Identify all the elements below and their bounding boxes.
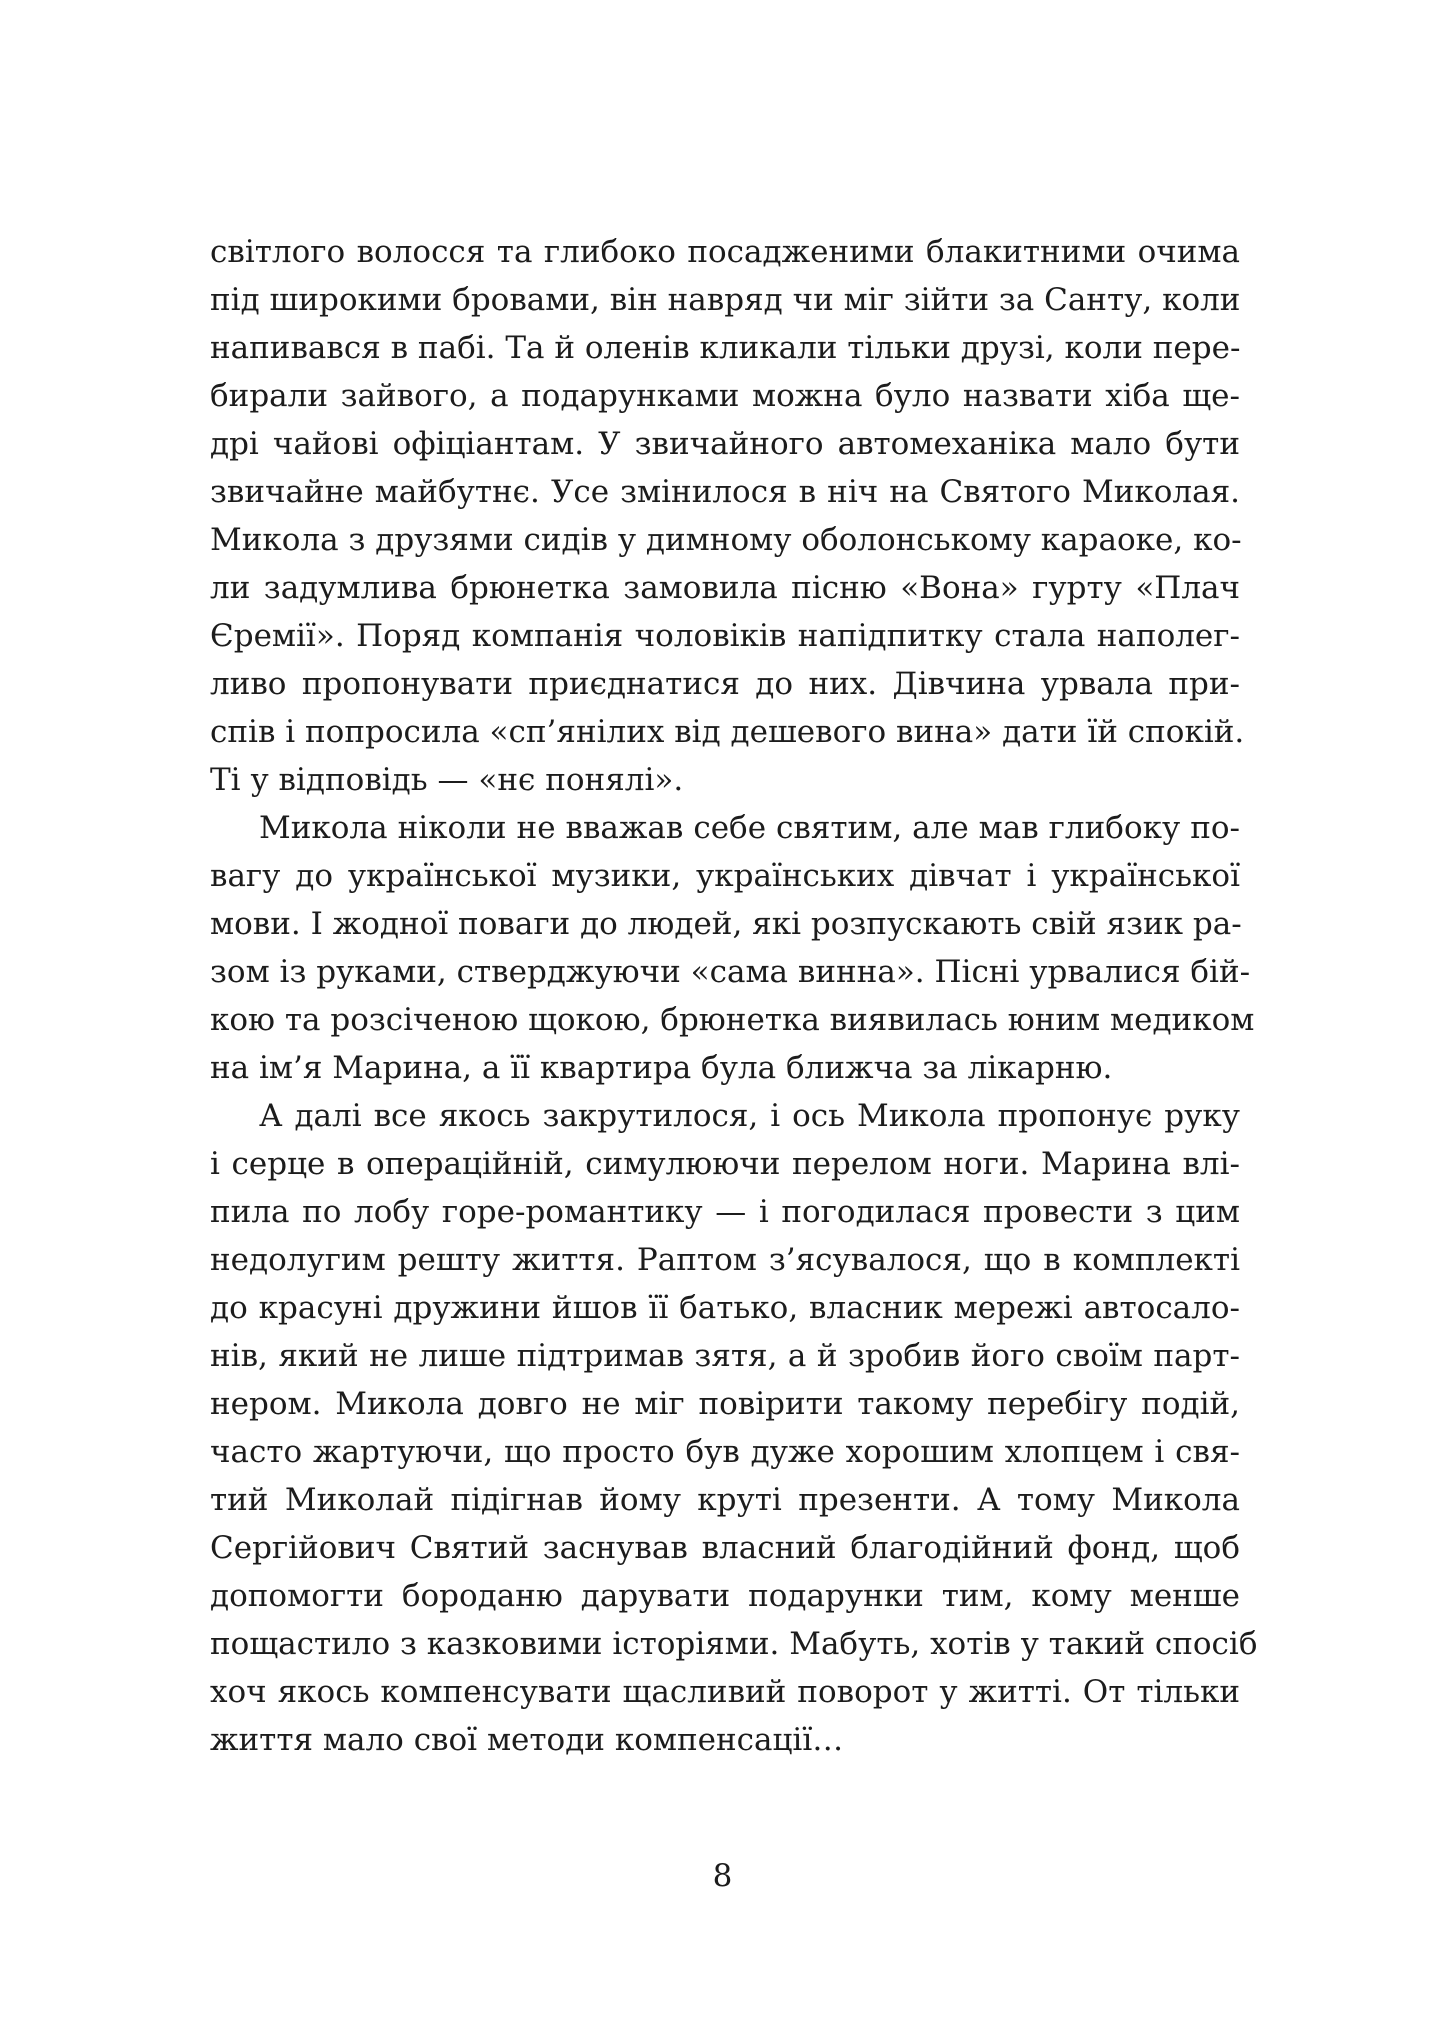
- text-line: до красуні дружини йшов її батько, власник мережі автосало-: [210, 1290, 1240, 1326]
- text-line: А далі все якось закрутилося, і ось Микола пропонує руку: [259, 1098, 1240, 1134]
- paragraph-1: [210, 228, 1245, 804]
- text-line: тий Миколай підігнав йому круті презенти. А тому Микола: [210, 1482, 1240, 1518]
- text-line: Микола з друзями сидів у димному оболонському караоке, ко-: [210, 522, 1242, 558]
- text-line: допомогти бороданю дарувати подарунки тим, кому менше: [210, 1578, 1240, 1614]
- text-line: зом із руками, стверджуючи «сама винна». Пісні урвалися бій-: [210, 954, 1251, 990]
- text-line: Микола ніколи не вважав себе святим, але мав глибоку по-: [259, 810, 1240, 846]
- text-line: Ті у відповідь — «нє понялі».: [210, 762, 684, 798]
- text-line: життя мало свої методи компенсації…: [210, 1722, 844, 1758]
- text-line: ливо пропонувати приєднатися до них. Дівчина урвала при-: [210, 666, 1240, 702]
- text-line: напивався в пабі. Та й оленів кликали тільки друзі, коли пере-: [210, 330, 1241, 366]
- paragraph-2: [210, 804, 1255, 1092]
- text-line: під широкими бровами, він навряд чи міг зійти за Санту, коли: [210, 282, 1241, 318]
- text-line: звичайне майбутнє. Усе змінилося в ніч на Святого Миколая.: [210, 474, 1240, 510]
- text-line: дрі чайові офіціантам. У звичайного автомеханіка мало бути: [210, 426, 1240, 462]
- text-line: Сергійович Святий заснував власний благодійний фонд, щоб: [210, 1530, 1240, 1566]
- text-line: мови. І жодної поваги до людей, які розпускають свій язик ра-: [210, 906, 1242, 942]
- text-line: пощастило з казковими історіями. Мабуть, хотів у такий спосіб: [210, 1626, 1258, 1662]
- text-line: бирали зайвого, а подарунками можна було назвати хіба ще-: [210, 378, 1240, 414]
- text-line: кою та розсіченою щокою, брюнетка виявилась юним медиком: [210, 1002, 1255, 1038]
- text-line: світлого волосся та глибоко посадженими блакитними очима: [210, 234, 1240, 270]
- text-line: недолугим решту життя. Раптом з’ясувалося, що в комплекті: [210, 1242, 1240, 1278]
- page-number: 8: [712, 1858, 733, 1894]
- text-line: спів і попросила «сп’янілих від дешевого вина» дати їй спокій.: [210, 714, 1245, 750]
- text-line: хоч якось компенсувати щасливий поворот у житті. От тільки: [210, 1674, 1240, 1710]
- text-line: ли задумлива брюнетка замовила пісню «Вона» гурту «Плач: [210, 570, 1240, 606]
- text-line: Єремії». Поряд компанія чоловіків напідпитку стала наполег-: [210, 618, 1240, 654]
- text-line: нером. Микола довго не міг повірити такому перебігу подій,: [210, 1386, 1240, 1422]
- text-line: на ім’я Марина, а її квартира була ближча за лікарню.: [210, 1050, 1113, 1086]
- page-body: [210, 228, 1258, 1764]
- text-line: часто жартуючи, що просто був дуже хорошим хлопцем і свя-: [210, 1434, 1240, 1470]
- text-line: вагу до української музики, українських дівчат і української: [210, 858, 1240, 894]
- paragraph-3: [210, 1092, 1258, 1764]
- text-line: нів, який не лише підтримав зятя, а й зробив його своїм парт-: [210, 1338, 1240, 1374]
- text-line: і серце в операційній, симулюючи перелом ноги. Марина влі-: [210, 1146, 1240, 1182]
- text-line: пила по лобу горе-романтику — і погодилася провести з цим: [210, 1194, 1240, 1230]
